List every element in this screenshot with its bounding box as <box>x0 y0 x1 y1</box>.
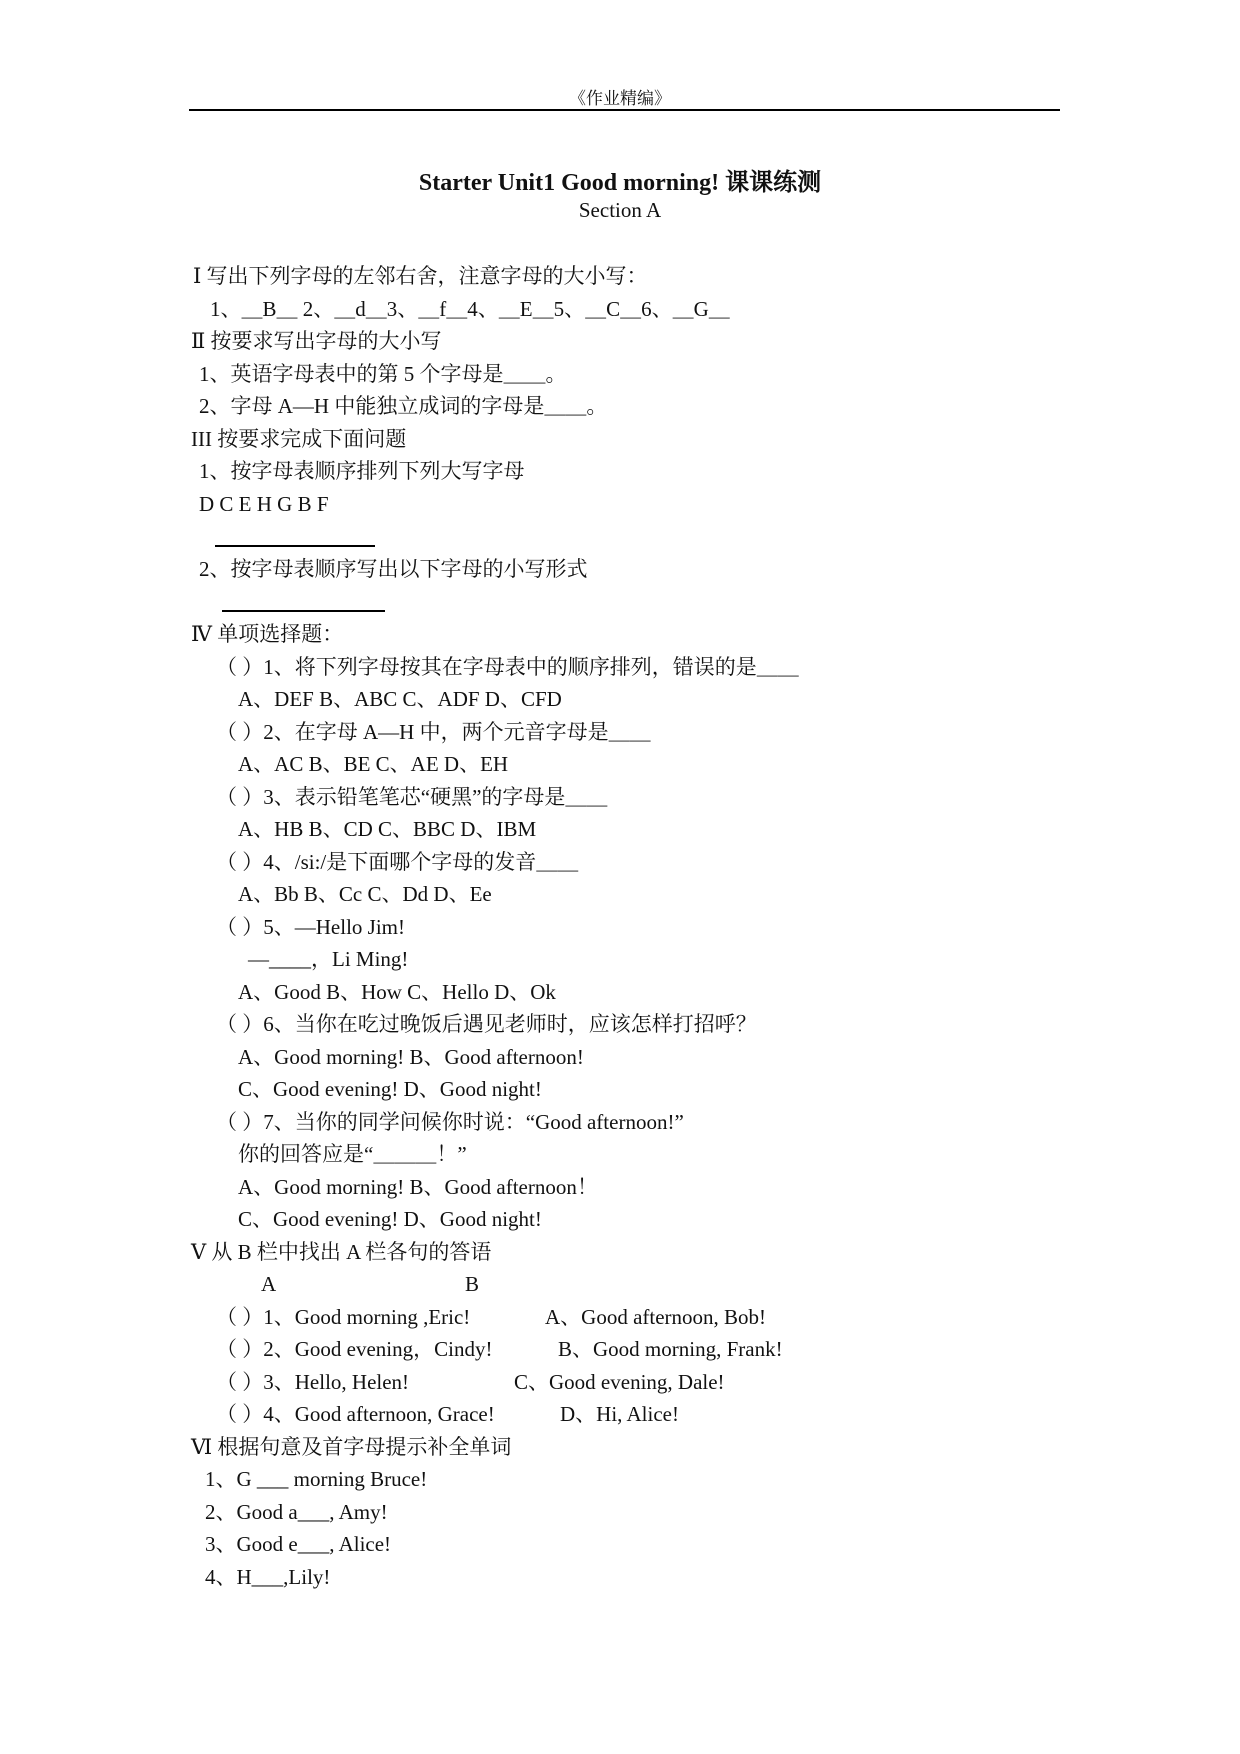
section1-letters-line: 1、＿B＿ 2、＿d＿3、＿f＿4、＿E＿5、＿C＿6、＿G＿ <box>210 297 730 321</box>
mc-options: A、Good morning! B、Good afternoon！ <box>238 1175 598 1199</box>
page-header: 《作业精编》 <box>569 89 671 108</box>
page-subtitle: Section A <box>578 198 662 222</box>
section1-heading: Ⅰ 写出下列字母的左邻右舍，注意字母的大小写： <box>193 264 648 288</box>
match-item-a: （ ）2、Good evening，Cindy! <box>216 1337 493 1361</box>
column-a-label: A <box>261 1272 277 1296</box>
section2-heading: Ⅱ 按要求写出字母的大小写 <box>191 329 442 353</box>
match-item-a: （ ）4、Good afternoon, Grace! <box>216 1402 495 1426</box>
fill-in-item: 3、Good e___, Alice! <box>205 1532 392 1556</box>
mc-question: （ ）1、将下列字母按其在字母表中的顺序排列，错误的是＿＿ <box>216 655 799 679</box>
fill-in-item: 1、G ___ morning Bruce! <box>205 1467 428 1491</box>
answer-blank-line[interactable] <box>222 610 385 612</box>
mc-question: （ ）7、当你的同学问候你时说：“Good afternoon!” <box>216 1110 684 1134</box>
section3-question: 1、按字母表顺序排列下列大写字母 <box>199 459 525 483</box>
mc-options: A、DEF B、ABC C、ADF D、CFD <box>238 687 562 711</box>
match-item-b: D、Hi, Alice! <box>560 1402 679 1426</box>
match-item-a: （ ）3、Hello, Helen! <box>216 1370 410 1394</box>
mc-options: A、Good morning! B、Good afternoon! <box>238 1045 584 1069</box>
match-item-b: C、Good evening, Dale! <box>514 1370 725 1394</box>
mc-question: （ ）3、表示铅笔笔芯“硬黑”的字母是＿＿ <box>216 785 608 809</box>
mc-question: （ ）5、—Hello Jim! <box>216 915 405 939</box>
mc-options: A、Good B、How C、Hello D、Ok <box>238 980 556 1004</box>
section3-question: 2、按字母表顺序写出以下字母的小写形式 <box>199 557 588 581</box>
match-item-b: B、Good morning, Frank! <box>558 1337 783 1361</box>
section2-item: 1、英语字母表中的第 5 个字母是＿＿。 <box>199 362 567 386</box>
section5-heading: Ⅴ 从 B 栏中找出 A 栏各句的答语 <box>191 1240 492 1264</box>
mc-options: A、AC B、BE C、AE D、EH <box>238 752 509 776</box>
mc-question-prompt: 你的回答应是“＿＿＿！” <box>238 1142 467 1166</box>
mc-question: （ ）2、在字母 A—H 中，两个元音字母是＿＿ <box>216 720 651 744</box>
fill-in-item: 2、Good a___, Amy! <box>205 1500 388 1524</box>
section6-heading: Ⅵ 根据句意及首字母提示补全单词 <box>191 1435 512 1459</box>
match-item-a: （ ）1、Good morning ,Eric! <box>216 1305 471 1329</box>
section3-heading: III 按要求完成下面问题 <box>191 427 407 451</box>
section4-heading: Ⅳ 单项选择题： <box>191 622 344 646</box>
mc-question: （ ）4、/si:/是下面哪个字母的发音＿＿ <box>216 850 579 874</box>
mc-options: C、Good evening! D、Good night! <box>238 1207 542 1231</box>
mc-options: C、Good evening! D、Good night! <box>238 1077 542 1101</box>
mc-question: （ ）6、当你在吃过晚饭后遇见老师时，应该怎样打招呼？ <box>216 1012 757 1036</box>
header-divider <box>189 109 1060 111</box>
fill-in-item: 4、H___,Lily! <box>205 1565 331 1589</box>
mc-question-dialogue: —____，Li Ming! <box>248 947 409 971</box>
column-b-label: B <box>465 1272 480 1296</box>
section3-letter-sequence: D C E H G B F <box>199 492 329 516</box>
mc-options: A、HB B、CD C、BBC D、IBM <box>238 817 537 841</box>
match-item-b: A、Good afternoon, Bob! <box>545 1305 767 1329</box>
page-title: Starter Unit1 Good morning! 课课练测 <box>418 170 822 196</box>
answer-blank-line[interactable] <box>215 545 375 547</box>
section2-item: 2、字母 A—H 中能独立成词的字母是＿＿。 <box>199 394 608 418</box>
mc-options: A、Bb B、Cc C、Dd D、Ee <box>238 882 492 906</box>
